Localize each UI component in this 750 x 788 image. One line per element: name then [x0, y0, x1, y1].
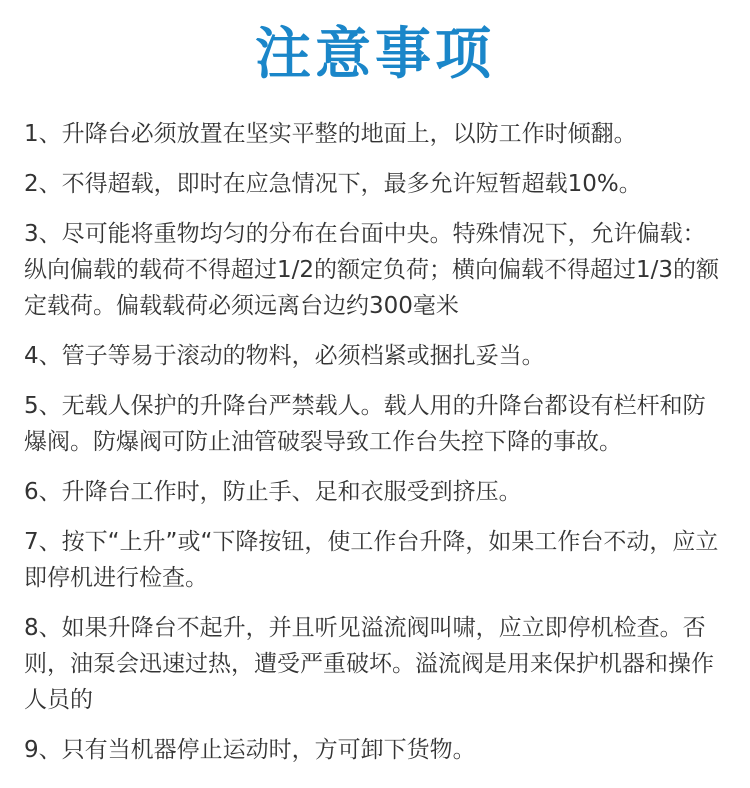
- note-item-6: 6、升降台工作时，防止手、足和衣服受到挤压。: [24, 479, 522, 505]
- note-item-2: 2、不得超载，即时在应急情况下，最多允许短暂超载10%。: [24, 171, 642, 197]
- note-item-8: 8、如果升降台不起升，并且听见溢流阀叫啸，应立即停机检查。否则，油泵会迅速过热，遭受严重破坏。溢流阀是用来保护机器和操作人员的: [24, 615, 714, 713]
- page-title: 注意事项: [255, 22, 495, 87]
- note-item-4: 4、管子等易于滚动的物料，必须档紧或捆扎妥当。: [24, 343, 545, 369]
- note-item-3: 3、尽可能将重物均匀的分布在台面中央。特殊情况下，允许偏载：纵向偏载的载荷不得超过1/2的额定负荷；横向偏载不得超过1/3的额定载荷。偏载载荷必须远离台边约300毫米: [24, 221, 720, 319]
- notes-list: [24, 116, 726, 768]
- note-item-9: 9、只有当机器停止运动时，方可卸下货物。: [24, 737, 476, 763]
- note-item-1: 1、升降台必须放置在坚实平整的地面上，以防工作时倾翻。: [24, 121, 637, 147]
- note-item-7: 7、按下“上升”或“下降按钮，使工作台升降，如果工作台不动，应立即停机进行检查。: [24, 529, 719, 591]
- note-item-5: 5、无载人保护的升降台严禁载人。载人用的升降台都设有栏杆和防爆阀。防爆阀可防止油管破裂导致工作台失控下降的事故。: [24, 393, 706, 455]
